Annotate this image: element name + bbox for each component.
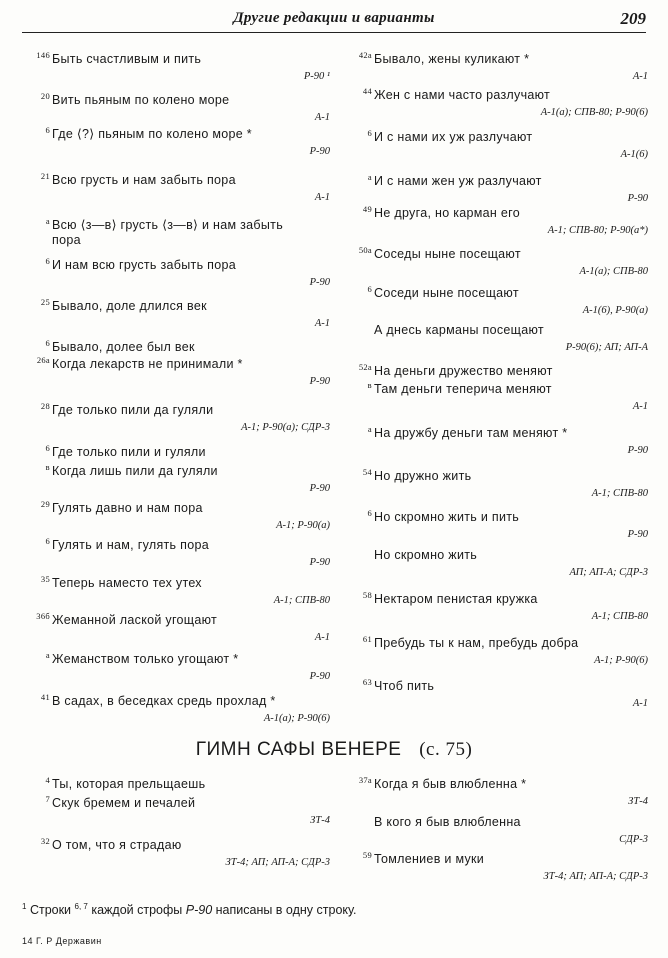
line-text: И с нами их уж разлучают bbox=[374, 130, 533, 144]
source-reference: Р-90 bbox=[627, 529, 648, 540]
line-number: 6 bbox=[45, 443, 50, 453]
source-reference: Р-90(6); АП; АП-А bbox=[565, 342, 648, 353]
line-number: 54 bbox=[362, 467, 372, 477]
line-text: Быть счастливым и пить bbox=[52, 52, 202, 66]
right-variant-entry bbox=[352, 548, 648, 579]
line-text: И нам всю грусть забыть пора bbox=[52, 258, 236, 272]
line-number: 61 bbox=[362, 634, 372, 644]
left-variant-entry bbox=[30, 613, 330, 644]
left-variant-entry bbox=[30, 218, 330, 248]
variant-line bbox=[30, 52, 330, 67]
right-variant-entry bbox=[352, 679, 648, 710]
line-number: 58 bbox=[362, 590, 372, 600]
line-number: 28 bbox=[40, 401, 50, 411]
footnote-text-end: написаны в одну строку. bbox=[215, 903, 357, 918]
running-head bbox=[22, 8, 646, 33]
source-reference: Р-90 bbox=[627, 445, 648, 456]
line-text: В кого я быв влюбленна bbox=[374, 815, 521, 829]
line-number: а bbox=[367, 172, 372, 182]
variant-line bbox=[30, 796, 330, 811]
source-reference: ЗТ-4 bbox=[310, 815, 330, 826]
variant-line bbox=[352, 548, 648, 563]
left-variant-entry bbox=[30, 173, 330, 204]
line-number: 20 bbox=[40, 91, 50, 101]
right-variant-entry bbox=[352, 323, 648, 354]
footnote-text-mid: каждой строфы bbox=[91, 903, 183, 918]
line-text: Соседы ныне посещают bbox=[374, 247, 521, 261]
line-number: a bbox=[45, 216, 50, 226]
source-reference: Р-90 bbox=[309, 376, 330, 387]
line-text: Когда я быв влюбленна * bbox=[374, 777, 527, 791]
source-reference: А-1; Р-90(а); СДР-3 bbox=[241, 422, 330, 433]
line-text: Не друга, но карман его bbox=[374, 206, 520, 220]
variant-line bbox=[352, 382, 648, 397]
line-text: Скук бремем и печалей bbox=[52, 796, 196, 810]
line-text: Жеманной лаской угощают bbox=[52, 613, 218, 627]
source-reference: Р-90 bbox=[309, 483, 330, 494]
variant-line bbox=[352, 174, 648, 189]
line-number: 146 bbox=[36, 50, 50, 60]
source-reference: А-1(6), Р-90(а) bbox=[582, 305, 648, 316]
section-left-variant-entry bbox=[30, 796, 330, 827]
section-title bbox=[0, 739, 668, 761]
line-text: Гулять и нам, гулять пора bbox=[52, 538, 209, 552]
source-reference: СДР-3 bbox=[619, 834, 648, 845]
line-number: 7 bbox=[45, 794, 50, 804]
footnote-text-start: Строки bbox=[29, 903, 72, 918]
line-text: Жеманством только угощают * bbox=[52, 652, 239, 666]
line-number: 29 bbox=[40, 499, 50, 509]
right-variant-entry bbox=[352, 286, 648, 317]
variant-line bbox=[30, 538, 330, 553]
line-text: А днесь карманы посещают bbox=[374, 323, 544, 337]
source-reference: А-1; СПВ-80; Р-90(а*) bbox=[547, 225, 648, 236]
line-number: 59 bbox=[362, 850, 372, 860]
variant-line bbox=[352, 130, 648, 145]
variant-line bbox=[30, 93, 330, 108]
section-left-variant-entry bbox=[30, 838, 330, 869]
variant-line bbox=[30, 127, 330, 142]
variant-line bbox=[30, 218, 330, 233]
line-text: Всю ⟨з—в⟩ грусть ⟨з—в⟩ и нам забыть bbox=[52, 218, 284, 232]
line-number: 49 bbox=[362, 204, 372, 214]
left-variant-entry bbox=[30, 127, 330, 158]
right-variant-entry bbox=[352, 130, 648, 161]
line-text: Томлениев и муки bbox=[374, 852, 485, 866]
right-variant-entry bbox=[352, 247, 648, 278]
left-variant-entry bbox=[30, 299, 330, 330]
line-number: 36б bbox=[36, 611, 50, 621]
line-number: а bbox=[367, 424, 372, 434]
variant-line bbox=[30, 445, 330, 460]
left-variant-entry bbox=[30, 652, 330, 683]
right-variant-entry bbox=[352, 206, 648, 237]
line-text: Теперь наместо тех утех bbox=[52, 576, 202, 590]
line-text: О том, что я страдаю bbox=[52, 838, 182, 852]
line-text: Но скромно жить и пить bbox=[374, 510, 520, 524]
variant-line bbox=[30, 233, 330, 248]
source-reference: АП; АП-А; СДР-3 bbox=[569, 567, 648, 578]
variant-line bbox=[30, 357, 330, 372]
variant-line bbox=[30, 501, 330, 516]
line-text: Гулять давно и нам пора bbox=[52, 501, 203, 515]
line-number: 63 bbox=[362, 677, 372, 687]
variant-line bbox=[352, 88, 648, 103]
variant-line bbox=[352, 247, 648, 262]
line-text: Соседи ныне посещают bbox=[374, 286, 519, 300]
left-variant-entry bbox=[30, 258, 330, 289]
variant-line bbox=[30, 576, 330, 591]
right-variant-entry bbox=[352, 382, 648, 413]
line-number: 6 bbox=[45, 536, 50, 546]
source-reference: ЗТ-4; АП; АП-А; СДР-3 bbox=[543, 871, 648, 882]
line-number: 50а bbox=[358, 245, 372, 255]
line-number: 6 bbox=[45, 256, 50, 266]
right-variant-entry bbox=[352, 174, 648, 205]
line-text: Чтоб пить bbox=[374, 679, 435, 693]
section-right-variant-entry bbox=[352, 815, 648, 846]
variant-line bbox=[30, 613, 330, 628]
variant-line bbox=[30, 299, 330, 314]
source-reference: А-1 bbox=[632, 401, 648, 412]
source-reference: Р-90 bbox=[309, 277, 330, 288]
left-variant-entry bbox=[30, 538, 330, 569]
variant-line bbox=[30, 340, 330, 355]
footnote-mark: 1 bbox=[22, 902, 27, 911]
source-reference: А-1 bbox=[314, 632, 330, 643]
source-reference: А-1; СПВ-80 bbox=[273, 595, 330, 606]
footnote-lines-ref: 6, 7 bbox=[74, 902, 88, 911]
right-variant-entry bbox=[352, 469, 648, 500]
line-number: 37а bbox=[358, 775, 372, 785]
variant-line bbox=[352, 777, 648, 792]
right-variant-entry bbox=[352, 364, 648, 379]
line-text: Всю грусть и нам забыть пора bbox=[52, 173, 236, 187]
variant-line bbox=[352, 592, 648, 607]
line-text: Бывало, жены куликают * bbox=[374, 52, 530, 66]
line-text: Вить пьяным по колено море bbox=[52, 93, 230, 107]
line-text: Бывало, доле длился век bbox=[52, 299, 207, 313]
line-text: Бывало, долее был век bbox=[52, 340, 195, 354]
line-text: На дружбу деньги там меняют * bbox=[374, 426, 568, 440]
source-reference: А-1 bbox=[314, 318, 330, 329]
variant-line bbox=[352, 286, 648, 301]
line-text: Но скромно жить bbox=[374, 548, 478, 562]
variant-line bbox=[30, 403, 330, 418]
left-variant-entry bbox=[30, 576, 330, 607]
section-pageref: (с. 75) bbox=[419, 739, 473, 760]
line-number: 35 bbox=[40, 574, 50, 584]
line-number: а bbox=[45, 650, 50, 660]
variant-line bbox=[30, 694, 330, 709]
variant-line bbox=[352, 815, 648, 830]
line-number: 41 bbox=[40, 692, 50, 702]
source-reference: А-1(а); СПВ-80; Р-90(6) bbox=[540, 107, 648, 118]
section-right-variant-entry bbox=[352, 777, 648, 808]
line-number: 4 bbox=[45, 775, 50, 785]
line-number: 6 bbox=[45, 338, 50, 348]
line-number: 42а bbox=[358, 50, 372, 60]
right-variant-entry bbox=[352, 426, 648, 457]
source-reference: А-1(а); Р-90(6) bbox=[263, 713, 330, 724]
source-reference: А-1(а); СПВ-80 bbox=[579, 266, 648, 277]
variant-line bbox=[352, 364, 648, 379]
variant-line bbox=[352, 206, 648, 221]
line-text: Где только пили да гуляли bbox=[52, 403, 214, 417]
line-text: Когда лишь пили да гуляли bbox=[52, 464, 218, 478]
section-title-text: ГИМН САФЫ ВЕНЕРЕ bbox=[195, 739, 402, 760]
section-left-variant-entry bbox=[30, 777, 330, 792]
variant-line bbox=[352, 426, 648, 441]
left-variant-entry bbox=[30, 501, 330, 532]
variant-line bbox=[30, 652, 330, 667]
footnote bbox=[22, 902, 356, 917]
variant-line bbox=[352, 679, 648, 694]
source-reference: А-1 bbox=[314, 192, 330, 203]
line-text: Где ⟨?⟩ пьяным по колено море * bbox=[52, 127, 252, 141]
line-text: пора bbox=[52, 233, 81, 247]
source-reference: А-1; СПВ-80 bbox=[591, 611, 648, 622]
left-variant-entry bbox=[30, 357, 330, 388]
source-reference: Р-90 bbox=[309, 671, 330, 682]
source-reference: А-1 bbox=[632, 71, 648, 82]
variant-line bbox=[30, 777, 330, 792]
line-text: Когда лекарств не принимали * bbox=[52, 357, 243, 371]
line-number: 32 bbox=[40, 836, 50, 846]
source-reference: ЗТ-4; АП; АП-А; СДР-3 bbox=[225, 857, 330, 868]
line-text: Ты, которая прельщаешь bbox=[52, 777, 206, 791]
right-variant-entry bbox=[352, 88, 648, 119]
line-number: в bbox=[45, 462, 50, 472]
page-number: 209 bbox=[620, 9, 646, 28]
variant-line bbox=[352, 636, 648, 651]
footnote-source: Р-90 bbox=[185, 903, 213, 918]
line-text: Жен с нами часто разлучают bbox=[374, 88, 551, 102]
line-number: 52а bbox=[358, 362, 372, 372]
source-reference: А-1(6) bbox=[620, 149, 648, 160]
left-variant-entry bbox=[30, 52, 330, 83]
line-text: Где только пили и гуляли bbox=[52, 445, 206, 459]
line-number: 6 bbox=[45, 125, 50, 135]
source-reference: А-1; Р-90(а) bbox=[276, 520, 330, 531]
line-text: Пребудь ты к нам, пребудь добра bbox=[374, 636, 579, 650]
right-variant-entry bbox=[352, 52, 648, 83]
line-text: В садах, в беседках средь прохлад * bbox=[52, 694, 276, 708]
source-reference: А-1; СПВ-80 bbox=[591, 488, 648, 499]
source-reference: А-1 bbox=[314, 112, 330, 123]
right-variant-entry bbox=[352, 592, 648, 623]
line-number: в bbox=[367, 380, 372, 390]
line-number: 6 bbox=[367, 508, 372, 518]
right-variant-entry bbox=[352, 510, 648, 541]
section-right-variant-entry bbox=[352, 852, 648, 883]
source-reference: А-1 bbox=[632, 698, 648, 709]
variant-line bbox=[352, 510, 648, 525]
line-number: 21 bbox=[40, 171, 50, 181]
source-reference: А-1; Р-90(6) bbox=[594, 655, 648, 666]
left-variant-entry bbox=[30, 445, 330, 460]
source-reference: Р-90 ¹ bbox=[303, 71, 330, 82]
line-text: Нектаром пенистая кружка bbox=[374, 592, 538, 606]
line-text: И с нами жен уж разлучают bbox=[374, 174, 542, 188]
variant-line bbox=[352, 52, 648, 67]
line-number: 25 bbox=[40, 297, 50, 307]
source-reference: ЗТ-4 bbox=[628, 796, 648, 807]
source-reference: Р-90 bbox=[627, 193, 648, 204]
variant-line bbox=[30, 838, 330, 853]
variant-line bbox=[352, 323, 648, 338]
line-number: 6 bbox=[367, 284, 372, 294]
running-title: Другие редакции и варианты bbox=[233, 10, 435, 26]
line-number: 6 bbox=[367, 128, 372, 138]
line-text: Там деньги теперича меняют bbox=[374, 382, 552, 396]
line-text: Но дружно жить bbox=[374, 469, 472, 483]
left-variant-entry bbox=[30, 403, 330, 434]
left-variant-entry bbox=[30, 93, 330, 124]
line-number: 26а bbox=[36, 355, 50, 365]
line-text: На деньги дружество меняют bbox=[374, 364, 553, 378]
left-variant-entry bbox=[30, 464, 330, 495]
signature-mark: 14 Г. Р Державин bbox=[22, 936, 102, 946]
variant-line bbox=[30, 173, 330, 188]
source-reference: Р-90 bbox=[309, 557, 330, 568]
left-variant-entry bbox=[30, 340, 330, 355]
line-number: 44 bbox=[362, 86, 372, 96]
variant-line bbox=[352, 469, 648, 484]
variant-line bbox=[30, 258, 330, 273]
source-reference: Р-90 bbox=[309, 146, 330, 157]
variant-line bbox=[352, 852, 648, 867]
variant-line bbox=[30, 464, 330, 479]
left-variant-entry bbox=[30, 694, 330, 725]
right-variant-entry bbox=[352, 636, 648, 667]
